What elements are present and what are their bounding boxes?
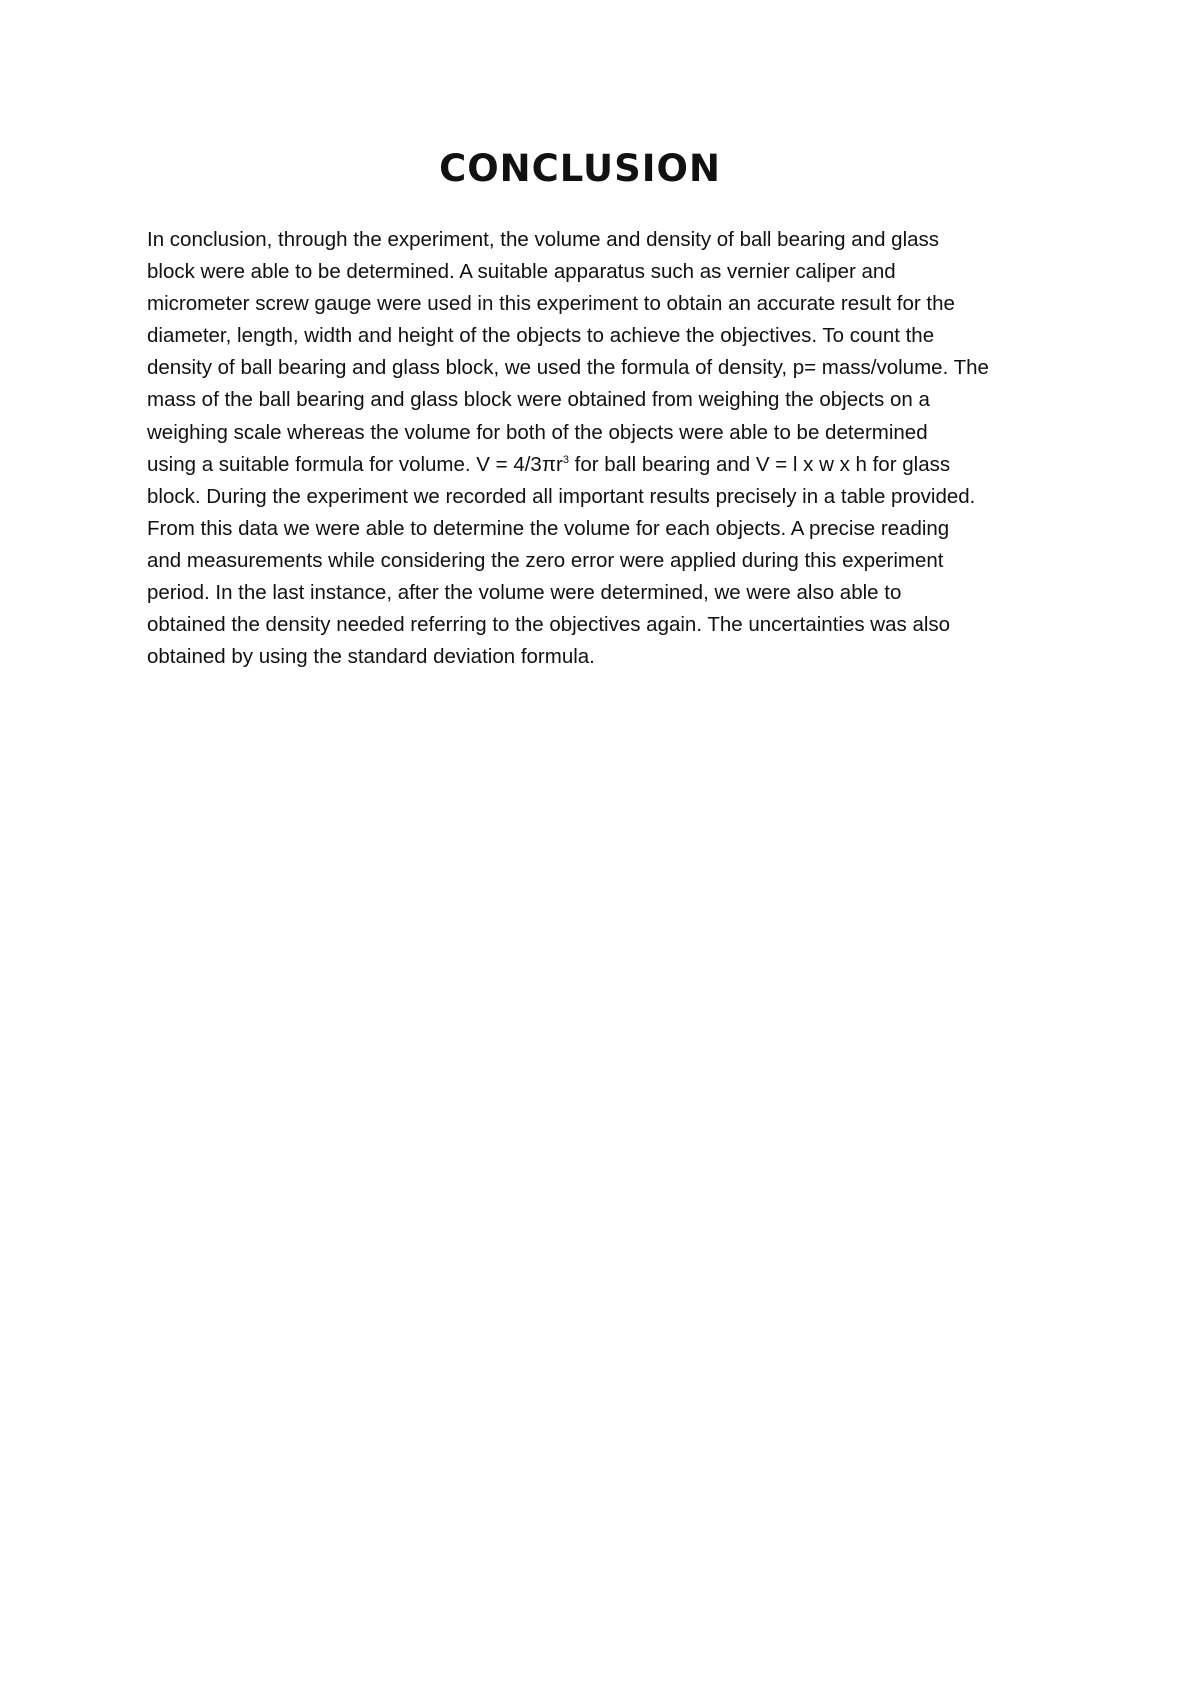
paragraph-line: period. In the last instance, after the volume were determined, we were also able to bbox=[147, 581, 902, 605]
paragraph-line: block were able to be determined. A suitable apparatus such as vernier caliper and bbox=[147, 260, 896, 284]
page-title: CONCLUSION bbox=[439, 147, 721, 190]
paragraph-line: diameter, length, width and height of the objects to achieve the objectives. To count the bbox=[147, 324, 935, 348]
paragraph-line: From this data we were able to determine the volume for each objects. A precise reading bbox=[147, 516, 950, 540]
paragraph-line: and measurements while considering the zero error were applied during this experiment bbox=[147, 548, 944, 572]
paragraph-line: obtained by using the standard deviation formula. bbox=[147, 645, 595, 669]
paragraph-line: density of ball bearing and glass block, we used the formula of density, p= mass/volume. The bbox=[147, 356, 989, 380]
formula-superscript: 3 bbox=[562, 453, 569, 466]
paragraph-line: block. During the experiment we recorded all important results precisely in a table provided. bbox=[147, 484, 976, 508]
paragraph-line: mass of the ball bearing and glass block were obtained from weighing the objects on a bbox=[147, 388, 930, 412]
paragraph-line: micrometer screw gauge were used in this experiment to obtain an accurate result for the bbox=[147, 292, 955, 316]
formula-text-after: for ball bearing and V = l x w x h for glass bbox=[568, 452, 951, 476]
formula-text-before: using a suitable formula for volume. V = 4/3πr bbox=[147, 452, 563, 476]
paragraph-line: obtained the density needed referring to the objectives again. The uncertainties was also bbox=[147, 613, 951, 637]
paragraph-line: weighing scale whereas the volume for both of the objects were able to be determined bbox=[147, 420, 928, 444]
formula-line bbox=[147, 449, 1067, 481]
conclusion-paragraph bbox=[147, 224, 1067, 673]
paragraph-line: In conclusion, through the experiment, the volume and density of ball bearing and glass bbox=[147, 228, 940, 251]
